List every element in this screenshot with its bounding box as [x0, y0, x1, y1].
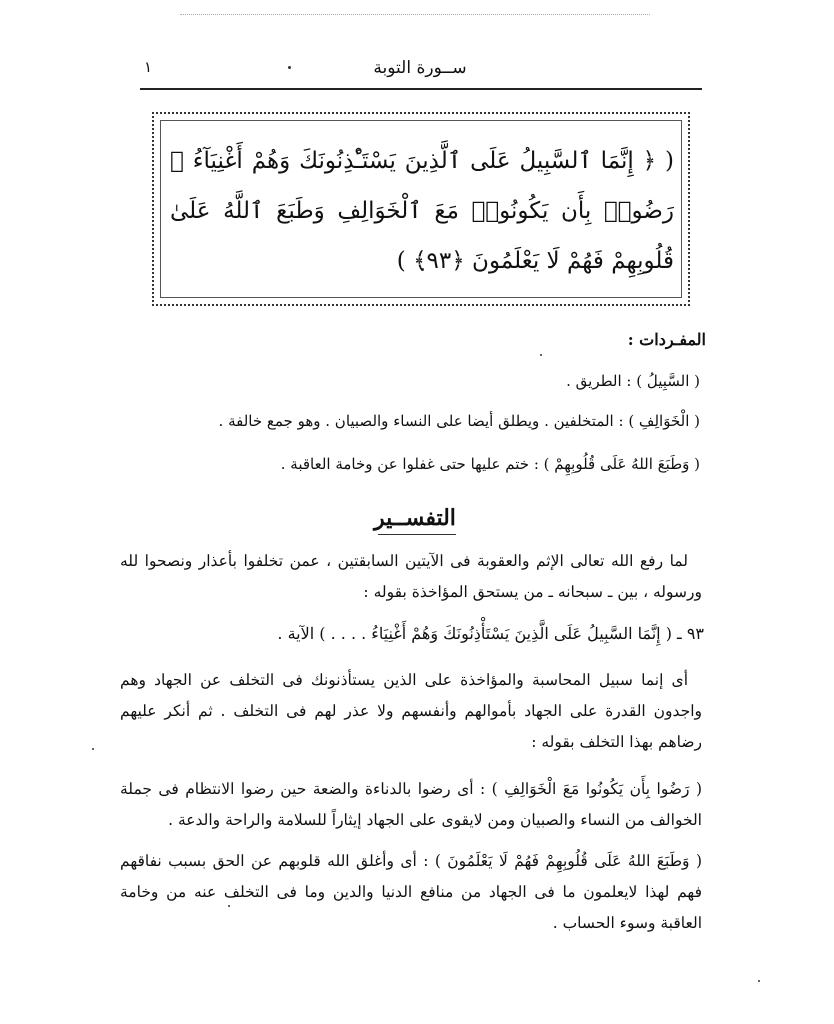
- vocabulary-heading: المفـردات :: [627, 330, 706, 349]
- tafsir-heading: التفســير: [374, 505, 456, 531]
- tafsir-intro-paragraph: لما رفع الله تعالى الإثم والعقوبة فى الآيتين السابقتين ، عمن تخلفوا بأعذار ونصحوا لله ورسوله ، بين ـ سبحانه ـ من يستحق المؤاخذة بقوله :: [120, 552, 702, 601]
- running-header: [140, 58, 700, 84]
- verse-box: [152, 112, 690, 306]
- vocabulary-item: ( السَّبِيلُ ) : الطريق .: [566, 372, 700, 390]
- tafsir-paragraph: ( وَطَبَعَ اللهُ عَلَى قُلُوبِهِمْ فَهُمْ لَا يَعْلَمُونَ ) : أى وأغلق الله قلوبهم عن الحق بسبب نفاقهم فهم لهذا لايعلمون ما فى الجهاد من منافع الدنيا والدين وما فى التخلف عنه من وخامة العاقبة وسوء الحساب .: [120, 852, 702, 932]
- vocabulary-item: ( الْخَوَالِفِ ) : المتخلفين . ويطلق أيضا على النساء والصبيان . وهو جمع خالفة .: [218, 412, 700, 430]
- scan-speck: [540, 354, 542, 356]
- scan-speck: [92, 748, 94, 750]
- vocabulary-item: ( وَطَبَعَ اللهُ عَلَى قُلُوبِهِمْ ) : ختم عليها حتى غفلوا عن وخامة العاقبة .: [280, 455, 700, 473]
- scan-speck: [758, 980, 760, 982]
- surah-title: ســورة التوبة: [373, 58, 467, 78]
- tafsir-heading-underline: [378, 534, 456, 535]
- scan-noise-top: [180, 0, 650, 15]
- page-number: ١: [143, 58, 152, 76]
- verse-text: ( ﴿ إِنَّمَا ٱلسَّبِيلُ عَلَى ٱلَّذِينَ يَسْتَـْٔذِنُونَكَ وَهُمْ أَغْنِيَآءُ ۚ رَضُوا۟ بِأَن يَكُونُوا۟ مَعَ ٱلْخَوَالِفِ وَطَبَعَ ٱللَّهُ عَلَىٰ قُلُوبِهِمْ فَهُمْ لَا يَعْلَمُونَ ﴿٩٣﴾ ): [170, 148, 674, 274]
- tafsir-paragraph: ( رَضُوا بِأَن يَكُونُوا مَعَ الْخَوَالِفِ ) : أى رضوا بالدناءة والضعة حين رضوا الانتظام فى جملة الخوالف من النساء والصبيان ومن لايقوى على الجهاد إيثاراً للسلامة والراحة والدعة .: [120, 780, 702, 829]
- header-divider: [140, 88, 702, 90]
- tafsir-paragraph: أى إنما سبيل المحاسبة والمؤاخذة على الذين يستأذنونك فى التخلف عن الجهاد وهم واجدون القدرة على الجهاد بأموالهم وأنفسهم ولا عذر لهم فى التخلف . ثم أنكر عليهم رضاهم بهذا التخلف بقوله :: [120, 671, 702, 751]
- verse-reference: ٩٣ ـ ( إِنَّمَا السَّبِيلُ عَلَى الَّذِينَ يَسْتَأْذِنُونَكَ وَهُمْ أَغْنِيَاءُ . . . . ) الآية .: [277, 624, 704, 643]
